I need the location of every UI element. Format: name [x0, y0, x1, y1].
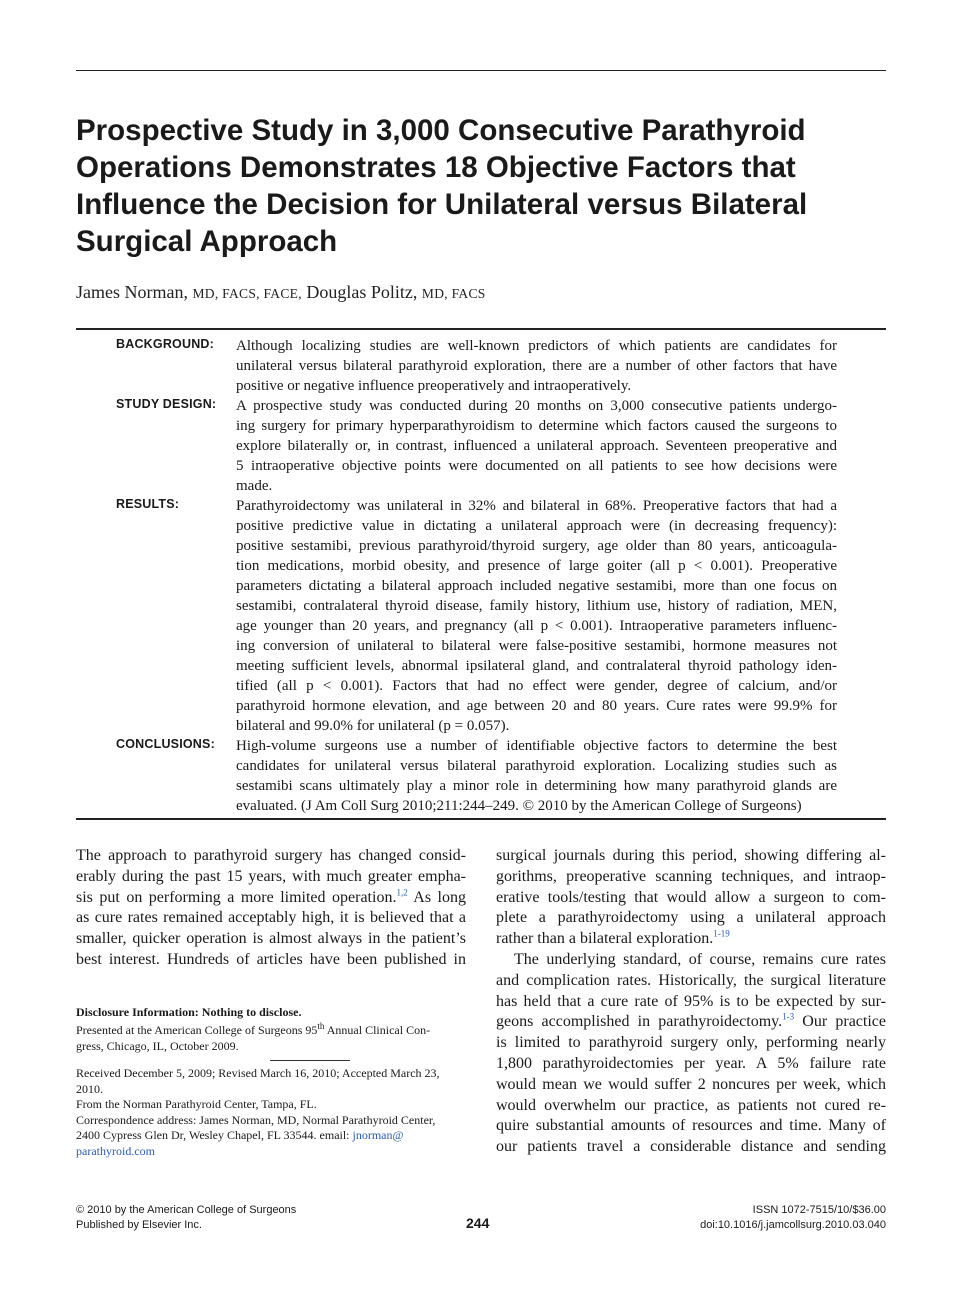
abstract-box	[76, 328, 886, 820]
text-line: would mean we would suffer 2 noncures per week, which	[496, 1075, 886, 1093]
text-segment: Presented at the American College of Surgeons 95	[76, 1023, 318, 1037]
text-line: has held that a cure rate of 95% is to be expected by sur-	[496, 992, 886, 1010]
text-line: our patients travel a considerable distance and sending	[496, 1138, 886, 1156]
text-line: plete a parathyroidectomy using a unilateral approach	[496, 909, 886, 927]
text-line: best interest. Hundreds of articles have been published in	[76, 950, 466, 968]
text-line	[496, 929, 886, 950]
text-line: and complication rates. Historically, the surgical literature	[496, 971, 886, 989]
text-line: bilateral and 99.0% for unilateral (p = 0.057).	[236, 718, 510, 734]
text-line: From the Norman Parathyroid Center, Tampa, FL.	[76, 1097, 317, 1111]
text-line: tified (all p < 0.001). Factors that had no effect were gender, degree of calcium, and/or	[236, 678, 837, 694]
citation-link[interactable]: 1,2	[396, 887, 408, 898]
text-line: as cure rates remained acceptably high, it is believed that a	[76, 909, 466, 927]
text-line: The approach to parathyroid surgery has changed consid-	[76, 847, 466, 864]
text-line	[496, 1012, 886, 1033]
text-line: sestamibi scans ultimately play a minor role in determining how many parathyroid glands are	[236, 778, 837, 794]
email-link[interactable]: parathyroid.com	[76, 1143, 155, 1158]
text-line: gress, Chicago, IL, October 2009.	[76, 1038, 239, 1053]
text-line: Parathyroidectomy was unilateral in 32% and bilateral in 68%. Preoperative factors that had a	[236, 498, 837, 514]
text-line	[76, 1023, 466, 1039]
text-segment: Our practice	[794, 1013, 886, 1031]
citation-link[interactable]: 1-19	[713, 928, 730, 939]
text-line: ing surgery for primary hyperparathyroidism to determine which factors caused the surgeons to	[236, 418, 837, 434]
text-line: age younger than 20 years, and pregnancy (all p < 0.001). Intraoperative parameters influenc-	[236, 618, 837, 634]
text-line: made.	[236, 478, 273, 494]
text-line: The underlying standard, of course, remains cure rates	[514, 950, 886, 968]
text-line: High-volume surgeons use a number of identifiable objective factors to determine the best	[236, 738, 837, 754]
top-rule	[76, 70, 886, 71]
text-line: Received December 5, 2009; Revised March 16, 2010; Accepted March 23,	[76, 1066, 440, 1080]
text-line: sestamibi, contralateral thyroid disease, family history, lithium use, history of radiation, MEN,	[236, 598, 837, 614]
text-segment: 2400 Cypress Glen Dr, Wesley Chapel, FL 33544. email:	[76, 1128, 353, 1142]
footnote-presented	[76, 1023, 466, 1054]
text-segment: sis put on performing a more limited operation.	[76, 888, 397, 906]
text-segment: geons accomplished in parathyroidectomy.	[496, 1013, 783, 1031]
body-right-column	[496, 846, 886, 1158]
text-line: evaluated. (J Am Coll Surg 2010;211:244–249. © 2010 by the American College of Surgeons)	[236, 798, 802, 814]
text-line	[76, 1128, 466, 1144]
article-title	[76, 112, 886, 260]
issn: ISSN 1072-7515/10/$36.00	[752, 1204, 886, 1216]
author-name: James Norman,	[76, 282, 188, 302]
citation-link[interactable]: 1-3	[782, 1012, 795, 1023]
text-line: is limited to parathyroid surgery only, performing nearly	[496, 1034, 886, 1052]
author-credentials: MD, FACS	[421, 286, 486, 301]
text-line: ing conversion of unilateral to bilateral were false-positive sestamibi, hormone measures not	[236, 638, 837, 654]
text-line: 1,800 parathyroidectomies per year. A 5% failure rate	[496, 1054, 886, 1072]
author-credentials: MD, FACS, FACE,	[192, 286, 302, 301]
body-left-column	[76, 846, 466, 971]
text-line: parathyroid hormone elevation, and age between 20 and 80 years. Cure rates were 99.9% for	[236, 698, 837, 714]
doi-link[interactable]: doi:10.1016/j.jamcollsurg.2010.03.040	[700, 1219, 886, 1231]
copyright: © 2010 by the American College of Surgeons	[76, 1204, 297, 1216]
text-line: surgical journals during this period, showing differing al-	[496, 847, 886, 864]
text-line: erative tools/testing that would allow a surgeon to com-	[496, 888, 886, 906]
title-line: Influence the Decision for Unilateral versus Bilateral	[76, 188, 808, 221]
text-line: 2010.	[76, 1081, 103, 1096]
email-link[interactable]: jnorman@	[352, 1128, 404, 1142]
abstract-label: STUDY DESIGN:	[116, 397, 217, 411]
text-line: A prospective study was conducted during 20 months on 3,000 consecutive patients undergo-	[236, 398, 837, 414]
text-line: positive or negative influence preoperatively and intraoperatively.	[236, 378, 632, 394]
text-line: explore bilaterally or, in contrast, influenced a unilateral approach. Seventeen preoperative and	[236, 438, 837, 454]
text-line: Disclosure Information: Nothing to disclose.	[76, 1005, 302, 1019]
title-line: Operations Demonstrates 18 Objective Factors that	[76, 151, 796, 184]
title-line: Prospective Study in 3,000 Consecutive Parathyroid	[76, 114, 806, 147]
text-line: gorithms, preoperative scanning techniques, and intraop-	[496, 867, 886, 885]
text-line: Correspondence address: James Norman, MD, Normal Parathyroid Center,	[76, 1112, 436, 1127]
abstract-label: CONCLUSIONS:	[116, 737, 215, 751]
abstract-text	[236, 336, 837, 396]
footer-right	[700, 1203, 886, 1233]
text-line: positive sestamibi, previous parathyroid/thyroid surgery, age older than 80 years, anticoagula-	[236, 538, 837, 554]
text-line: meeting sufficient levels, abnormal ipsilateral gland, and contralateral thyroid pathology iden-	[236, 658, 837, 674]
publisher: Published by Elsevier Inc.	[76, 1219, 202, 1231]
abstract-label: RESULTS:	[116, 497, 180, 511]
text-line: tion medications, morbid obesity, and presence of large goiter (all p < 0.001). Preoperative	[236, 558, 837, 574]
text-line: quire substantial amounts of resources and time. Many of	[496, 1117, 886, 1135]
text-segment: Annual Clinical Con-	[324, 1023, 431, 1037]
text-line	[76, 888, 466, 909]
abstract-text	[236, 496, 837, 736]
text-line: candidates for unilateral versus bilateral parathyroid exploration. Localizing studies such as	[236, 758, 837, 774]
abstract-label: BACKGROUND:	[116, 337, 215, 351]
text-line: smaller, quicker operation is almost always in the patient’s	[76, 930, 466, 948]
text-line: would overwhelm our practice, as patients not cured re-	[496, 1096, 886, 1114]
author-name: Douglas Politz,	[306, 282, 418, 302]
text-segment: rather than a bilateral exploration.	[496, 930, 714, 948]
text-line: positive predictive value in dictating a unilateral approach were (in decreasing frequency):	[236, 518, 837, 534]
footnote-received	[76, 1066, 466, 1159]
abstract-text	[236, 396, 837, 496]
text-line: Although localizing studies are well-known predictors of which patients are candidates for	[236, 338, 837, 354]
text-line: erably during the past 15 years, with much greater empha-	[76, 867, 466, 885]
superscript: th	[317, 1021, 325, 1031]
footnote-disclosure	[76, 1005, 466, 1021]
page-number: 244	[466, 1215, 490, 1231]
author-line	[76, 282, 486, 303]
footer-left	[76, 1203, 296, 1233]
text-segment: As long	[407, 888, 466, 906]
abstract-text	[236, 736, 837, 816]
footnote-divider	[270, 1060, 350, 1061]
text-line: 5 intraoperative objective points were documented on all patients to see how decisions were	[236, 458, 837, 474]
text-line: parameters dictating a bilateral approach included negative sestamibi, more than one focus on	[236, 578, 837, 594]
title-line: Surgical Approach	[76, 225, 338, 258]
text-line: unilateral versus bilateral parathyroid exploration, there are a number of other factors that have	[236, 358, 837, 374]
